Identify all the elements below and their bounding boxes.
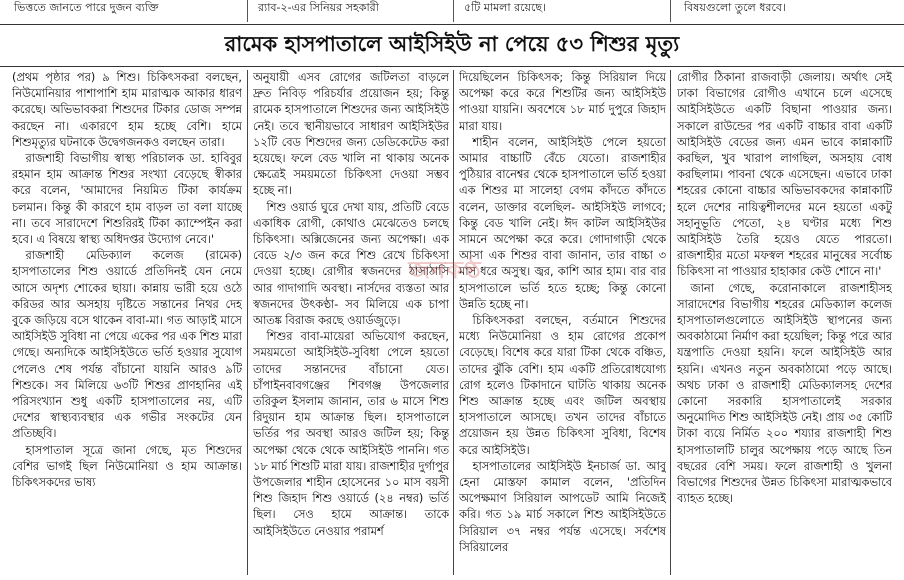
column-divider: [247, 70, 248, 575]
article-column-3: [459, 70, 666, 575]
article-column-1: [12, 70, 242, 575]
paragraph: (প্রথম পৃষ্ঠার পর) ৯ শিশু। চিকিৎসকরা বলছেন, নিউমোনিয়ার পাশাপাশি হাম মারাত্মক আকার ধারণ করেছে। অভিভাবকরা শিশুদের টিকার ডোজ সম্পন্ন করছেন না। একারণে হাম হচ্ছে বেশি। হামে শিশুমৃত্যুর ঘটনাকে উদ্বেগজনকও বলছেন তারা।: [12, 71, 242, 149]
paragraph: শিশু ওয়ার্ড ঘুরে দেখা যায়, প্রতিটি বেডে একাধিক রোগী, কোথাও মেঝেতেও চলছে চিকিৎসা। অক্সিজেনের জন্য অপেক্ষা। এক বেডে ২/৩ জন করে শিশু রেখে চিকিৎসা দেওয়া হচ্ছে। রোগীর স্বজনদের ঠাসাঠাসি আর গাদাগাদি অবস্থা। নার্সদের ব্যস্ততা আর স্বজনদের উৎকণ্ঠা- সব মিলিয়ে এক চাপা আতঙ্ক বিরাজ করছে ওয়ার্ডজুড়ে।: [253, 200, 449, 328]
paragraph: রাজশাহী মেডিক্যাল কলেজ (রামেক) হাসপাতালের শিশু ওয়ার্ডে প্রতিদিনই যেন নেমে আসে অদৃশ্য শোকের ছায়া। কান্নায় ভারী হয়ে ওঠে করিডর আর অসহায় দৃষ্টিতে সন্তানের নিথর দেহ বুকে জড়িয়ে বসে থাকেন বাবা-মা। গত আড়াই মাসে আইসিইউ সুবিধা না পেয়ে একের পর এক শিশু মারা গেছে। অন্যদিকে আইসিইউতে ভর্তি হওয়ার সুযোগ পেলেও শেষ পর্যন্ত বাঁচানো যায়নি আরও ৯টি শিশুকে। সব মিলিয়ে ৬৩টি শিশুর প্রাণহানির এই পরিসংখ্যান শুধু একটি হাসপাতালের নয়, এটি দেশের স্বাস্থ্যব্যবস্থার এক গভীর সংকটের যেন প্রতিচ্ছবি।: [12, 249, 242, 441]
separator-rule: [0, 24, 904, 25]
column-divider: [247, 0, 248, 22]
paragraph: শিশুর বাবা-মায়েরা অভিযোগ করছেন, সময়মতো আইসিইউ-সুবিধা পেলে হয়তো তাদের সন্তানদের বাঁচানো যেত। চাঁপাইনবাবগঞ্জের শিবগঞ্জ উপজেলার তরিকুল ইসলাম জানান, তার ৬ মাসে শিশু রিদুয়ান হাম আক্রান্ত ছিল। হাসপাতালে ভর্তির পর অবস্থা আরও জটিল হয়; কিন্তু অপেক্ষা থেকে থেকে আইসিইউ পাননি। গত ১৮ মার্চ শিশুটি মারা যায়। রাজশাহীর দুর্গাপুর উপজেলার শাহীন হোসেনের ১০ মাস বয়সী শিশু জিহাদ শিশু ওয়ার্ডে (২৪ নম্বর) ভর্তি ছিল। সেও হামে আক্রান্ত। তাকে আইসিইউতে নেওয়ার পরামর্শ: [253, 330, 449, 538]
prev-article-fragment-right: বিষয়গুলো তুলে ধরবে।: [684, 1, 786, 14]
separator-rule: [0, 66, 904, 67]
newspaper-watermark: জনকণ্ঠ: [408, 256, 482, 284]
prev-article-fragment-middle: র‍্যাব-২-এর সিনিয়র সহকারী: [258, 1, 379, 14]
paragraph: রোগীর ঠিকানা রাজবাড়ী জেলায়। অর্থাৎ সেই ঢাকা বিভাগের রোগীও এখানে চলে এসেছে আইসিইউতে একটি বিছানা পাওয়ার জন্য। সকালে রাউন্ডের পর একটি বাচ্চার বাবা একটি আইসিইউ বেডের জন্য এমন ভাবে কান্নাকাটি করছিল, খুব খারাপ লাগছিল, অসহায় বোধ করছিলাম। পাবনা থেকে এসেছেন। এভাবে ঢাকা শহরের কোনো বাচ্চার অভিভাবকদের কান্নাকাটি হলে দেশের নায়িত্বশীলদের মনে হয়তো একটু সহানুভূতি পেতো, ২৪ ঘণ্টার মধ্যে শিশু আইসিইউ তৈরি হয়েও যেতে পারতো। রাজশাহীর মতো মফস্বল শহরের মানুষের সর্বোচ্চ চিকিৎসা না পাওয়ার হাহাকার কেউ শোনে না।': [677, 71, 892, 279]
previous-articles-strip: [0, 0, 904, 22]
column-divider: [670, 0, 671, 22]
column-divider: [453, 0, 454, 22]
column-divider: [670, 70, 671, 575]
paragraph: রাজশাহী বিভাগীয় স্বাস্থ্য পরিচালক ডা. হাবিবুর রহমান হাম আক্রান্ত শিশুর সংখ্যা বেড়েছে স্বীকার করে বলেন, 'আমাদের নিয়মিত টিকা কার্যক্রম চলমান। কিন্তু কী কারণে হাম বাড়ল তা বলা যাচ্ছে না। তবে সারাদেশে শিশুরিরই টিকা ক্যাম্পেইন করা হবে। এ বিষয়ে স্বাস্থ্য অধিদপ্তর উদ্যোগ নেবে।': [12, 152, 242, 247]
paragraph: শাহীন বলেন, আইসিইউ পেলে হয়তো আমার বাচ্চাটি বেঁচে যেতো। রাজশাহীর পুঠিয়ার বানেশ্বর থেকে হাসপাতালে ভর্তি হওয়া এক শিশুর মা সালেহা বেগম কাঁদতে কাঁদতে বলেন, ডাক্তার বলেছিল- আইসিইউ লাগবে; কিন্তু বেড খালি নেই। ঈদ কাটল আইসিইউর সামনে অপেক্ষা করে করে। গোদাগাড়ী থেকে আসা এক শিশুর বাবা জানান, তার বাচ্চা ৩ মাস ধরে অসুস্থ। জ্বর, কাশি আর হাম। বার বার হাসপাতালে ভর্তি হতে হচ্ছে; কিন্তু কোনো উন্নতি হচ্ছে না।: [459, 135, 666, 311]
article-column-2: [253, 70, 449, 575]
paragraph: জানা গেছে, করোনাকালে রাজশাহীসহ সারাদেশের বিভাগীয় শহরের মেডিক্যাল কলেজ হাসপাতালগুলোতে আইসিইউ স্থাপনের জন্য অবকাঠামো নির্মাণ করা হয়েছিল; কিন্তু পরে আর যন্ত্রপাতি দেওয়া হয়নি। ফলে আইসিইউ আর হয়নি। এখনও নতুন অবকাঠামো পড়ে আছে। অথচ ঢাকা ও রাজশাহী মেডিক্যালসহ দেশের কোনো সরকারি হাসপাতালেই সরকার অনুমোদিত শিশু আইসিইউ নেই। প্রায় ৩৫ কোটি টাকা ব্যয়ে নির্মিত ২০০ শয্যার রাজশাহী শিশু হাসপাতালটি চালুর অপেক্ষায় পড়ে আছে তিন বছরের বেশি সময়। ফলে রাজশাহী ও খুলনা বিভাগের শিশুদের উন্নত চিকিৎসা মারাত্মকভাবে ব্যাহত হচ্ছে।: [677, 281, 892, 506]
prev-article-fragment-middle-right: ৫টি মামলা রয়েছে।: [464, 1, 547, 14]
paragraph: অনুযায়ী এসব রোগের জটিলতা বাড়লে দ্রুত নিবিড় পরিচর্যার প্রয়োজন হয়; কিন্তু রামেক হাসপাতালে শিশুদের জন্য আইসিইউ নেই। তবে স্থানীয়ভাবে সাধারণ আইসিইউর ১২টি বেড শিশুদের জন্য ডেডিকেটেড করা হয়েছে। ফলে বেড খালি না থাকায় অনেক ক্ষেত্রেই সময়মতো চিকিৎসা দেওয়া সম্ভব হচ্ছে না।: [253, 71, 449, 198]
article-headline: রামেক হাসপাতালে আইসিইউ না পেয়ে ৫৩ শিশুর মৃত্যু: [224, 31, 680, 56]
paragraph: হাসপাতাল সূত্রে জানা গেছে, মৃত শিশুদের বেশির ভাগই ছিল নিউমোনিয়া ও হাম আক্রান্ত। চিকিৎসকদের ভাষ্য: [12, 443, 242, 490]
paragraph: চিকিৎসকরা বলছেন, বর্তমানে শিশুদের মধ্যে নিউমোনিয়া ও হাম রোগের প্রকোপ বেড়েছে। বিশেষ করে যারা টিকা থেকে বঞ্চিত, তাদের ঝুঁকি বেশি। হাম একটি প্রতিরোধযোগ্য রোগ হলেও টিকাদানে ঘাটতি থাকায় অনেক শিশু আক্রান্ত হচ্ছে এবং জটিল অবস্থায় হাসপাতালে আসছে। তখন তাদের বাঁচাতে প্রয়োজন হয় উন্নত চিকিৎসা সুবিধা, বিশেষ করে আইসিইউ।: [459, 314, 666, 457]
paragraph: দিয়েছিলেন চিকিৎসক; কিন্তু সিরিয়াল দিয়ে অপেক্ষা করে করে শিশুটির জন্য আইসিইউ পাওয়া যায়নি। অবশেষে ১৮ মার্চ দুপুরে জিহাদ মারা যায়।: [459, 71, 666, 133]
paragraph: হাসপাতালের আইসিইউ ইনচার্জ ডা. আবু হেনা মোস্তফা কামাল বলেন, 'প্রতিদিন অপেক্ষমাণ সিরিয়াল আপডেট আমি নিজেই করি। গত ১৯ মার্চ সকালে শিশু আইসিইউতে সিরিয়াল ৩৭ নম্বর পর্যন্ত এসেছে। সর্বশেষ সিরিয়ালের: [459, 459, 666, 554]
article-column-4: [677, 70, 892, 575]
column-divider: [453, 70, 454, 575]
prev-article-fragment-left: ভিত্ততে জানতে পারে দুজন ব্যক্তি: [14, 1, 159, 14]
